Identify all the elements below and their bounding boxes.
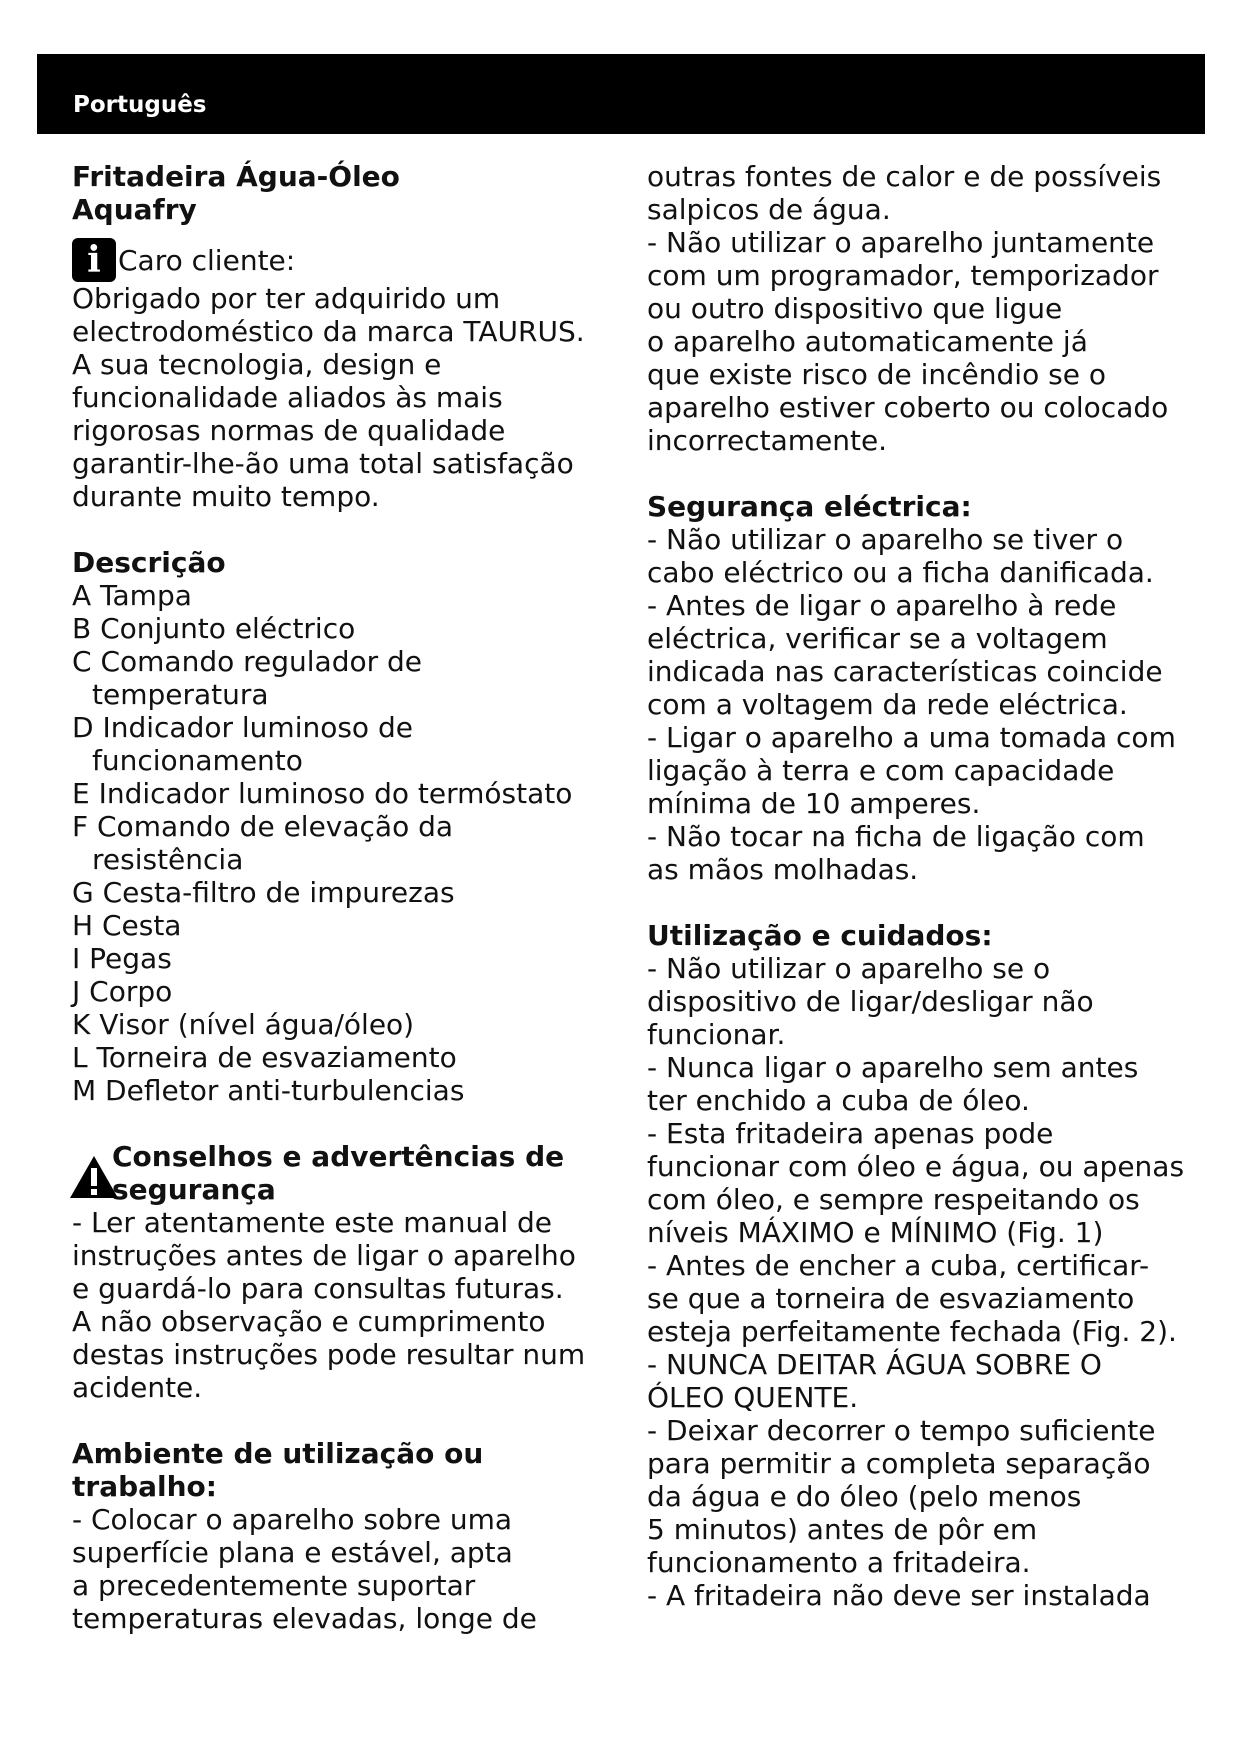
continued-line: outras fontes de calor e de possíveis — [647, 160, 1162, 193]
electrical-line: - Antes de ligar o aparelho à rede — [647, 589, 1117, 622]
usage-line: da água e do óleo (pelo menos — [647, 1480, 1082, 1513]
safety-line: acidente. — [72, 1371, 203, 1404]
electrical-line: cabo eléctrico ou a ficha danificada. — [647, 556, 1154, 589]
safety-line: - Ler atentamente este manual de — [72, 1206, 553, 1239]
description-item: M Defletor anti-turbulencias — [72, 1074, 465, 1107]
usage-line: níveis MÁXIMO e MÍNIMO (Fig. 1) — [647, 1216, 1104, 1249]
usage-line: - A fritadeira não deve ser instalada — [647, 1579, 1151, 1612]
usage-line: para permitir a completa separação — [647, 1447, 1151, 1480]
intro-line: rigorosas normas de qualidade — [72, 414, 506, 447]
usage-line: dispositivo de ligar/desligar não — [647, 985, 1094, 1018]
usage-line: funcionar. — [647, 1018, 786, 1051]
greeting-row — [72, 238, 592, 282]
usage-line: funcionar com óleo e água, ou apenas — [647, 1150, 1185, 1183]
product-subtitle: Aquafry — [72, 193, 197, 226]
continued-line: incorrectamente. — [647, 424, 888, 457]
left-column — [72, 160, 592, 1635]
continued-line: com um programador, temporizador — [647, 259, 1159, 292]
continued-line: que existe risco de incêndio se o — [647, 358, 1106, 391]
description-item: F Comando de elevação da — [72, 810, 454, 843]
intro-line: durante muito tempo. — [72, 480, 380, 513]
electrical-line: ligação à terra e com capacidade — [647, 754, 1115, 787]
environment-heading: Ambiente de utilização ou trabalho: — [72, 1437, 484, 1503]
continued-line: o aparelho automaticamente já — [647, 325, 1088, 358]
right-column — [647, 160, 1192, 1612]
greeting: Caro cliente: — [118, 243, 296, 277]
usage-line: - Esta fritadeira apenas pode — [647, 1117, 1054, 1150]
electrical-heading: Segurança eléctrica: — [647, 490, 972, 523]
description-item: I Pegas — [72, 942, 172, 975]
environment-line: - Colocar o aparelho sobre uma — [72, 1503, 513, 1536]
usage-line: ÓLEO QUENTE. — [647, 1381, 859, 1414]
description-item: funcionamento — [92, 744, 303, 777]
safety-heading-block — [72, 1140, 592, 1206]
intro-line: Obrigado por ter adquirido um — [72, 282, 501, 315]
electrical-line: - Não utilizar o aparelho se tiver o — [647, 523, 1124, 556]
description-item: A Tampa — [72, 579, 192, 612]
safety-heading: segurança — [112, 1173, 276, 1206]
usage-line: com óleo, e sempre respeitando os — [647, 1183, 1140, 1216]
header-bar — [37, 54, 1205, 134]
safety-heading: Conselhos e advertências de — [112, 1140, 565, 1173]
description-heading: Descrição — [72, 546, 226, 579]
safety-line: destas instruções pode resultar num — [72, 1338, 586, 1371]
usage-line: 5 minutos) antes de pôr em — [647, 1513, 1038, 1546]
description-item: H Cesta — [72, 909, 182, 942]
intro-line: funcionalidade aliados às mais — [72, 381, 503, 414]
usage-line: - Deixar decorrer o tempo suficiente — [647, 1414, 1156, 1447]
safety-line: instruções antes de ligar o aparelho — [72, 1239, 576, 1272]
continued-line: - Não utilizar o aparelho juntamente — [647, 226, 1155, 259]
environment-line: superfície plana e estável, apta — [72, 1536, 513, 1569]
electrical-line: eléctrica, verificar se a voltagem — [647, 622, 1108, 655]
description-item: resistência — [92, 843, 244, 876]
usage-line: se que a torneira de esvaziamento — [647, 1282, 1135, 1315]
electrical-line: - Ligar o aparelho a uma tomada com — [647, 721, 1176, 754]
electrical-line: mínima de 10 amperes. — [647, 787, 981, 820]
description-item: J Corpo — [72, 975, 173, 1008]
safety-line: e guardá-lo para consultas futuras. — [72, 1272, 564, 1305]
usage-line: esteja perfeitamente fechada (Fig. 2). — [647, 1315, 1177, 1348]
usage-line: - Antes de encher a cuba, certificar- — [647, 1249, 1150, 1282]
description-item: E Indicador luminoso do termóstato — [72, 777, 573, 810]
product-title: Fritadeira Água-Óleo — [72, 160, 400, 193]
description-item: temperatura — [92, 678, 269, 711]
environment-line: temperaturas elevadas, longe de — [72, 1602, 537, 1635]
continued-line: salpicos de água. — [647, 193, 891, 226]
usage-line: funcionamento a fritadeira. — [647, 1546, 1031, 1579]
safety-line: A não observação e cumprimento — [72, 1305, 546, 1338]
description-item: D Indicador luminoso de — [72, 711, 413, 744]
electrical-line: com a voltagem da rede eléctrica. — [647, 688, 1128, 721]
description-item: G Cesta-filtro de impurezas — [72, 876, 455, 909]
usage-line: - Nunca ligar o aparelho sem antes — [647, 1051, 1139, 1084]
continued-line: aparelho estiver coberto ou colocado — [647, 391, 1169, 424]
electrical-line: - Não tocar na ficha de ligação com — [647, 820, 1145, 853]
language-label: Português — [73, 92, 207, 118]
info-icon: i — [72, 238, 116, 282]
usage-heading: Utilização e cuidados: — [647, 919, 993, 952]
description-item: C Comando regulador de — [72, 645, 423, 678]
description-item: K Visor (nível água/óleo) — [72, 1008, 415, 1041]
electrical-line: as mãos molhadas. — [647, 853, 919, 886]
description-item: B Conjunto eléctrico — [72, 612, 356, 645]
continued-line: ou outro dispositivo que ligue — [647, 292, 1063, 325]
usage-line: - Não utilizar o aparelho se o — [647, 952, 1051, 985]
intro-line: garantir-lhe-ão uma total satisfação — [72, 447, 574, 480]
usage-line: ter enchido a cuba de óleo. — [647, 1084, 1030, 1117]
environment-line: a precedentemente suportar — [72, 1569, 476, 1602]
warning-icon — [68, 1154, 120, 1200]
electrical-line: indicada nas características coincide — [647, 655, 1163, 688]
description-item: L Torneira de esvaziamento — [72, 1041, 457, 1074]
usage-line: - NUNCA DEITAR ÁGUA SOBRE O — [647, 1348, 1102, 1381]
intro-line: electrodoméstico da marca TAURUS. — [72, 315, 585, 348]
intro-line: A sua tecnologia, design e — [72, 348, 442, 381]
